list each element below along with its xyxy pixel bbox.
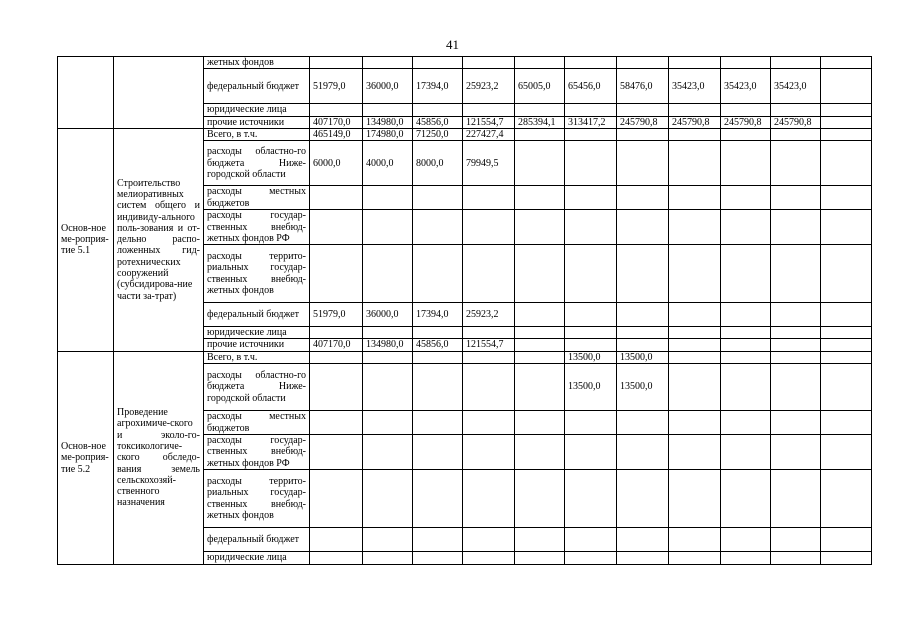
funding-source-cell: юридические лица (204, 104, 310, 116)
value-cell: 71250,0 (413, 128, 463, 140)
value-cell: 134980,0 (363, 339, 413, 351)
value-cell (821, 411, 872, 435)
value-cell (463, 351, 515, 363)
value-cell (721, 435, 771, 470)
value-cell (617, 186, 669, 210)
value-cell (515, 303, 565, 327)
value-cell (721, 364, 771, 411)
value-cell (363, 186, 413, 210)
value-cell (821, 104, 872, 116)
value-cell: 51979,0 (310, 303, 363, 327)
value-cell: 25923,2 (463, 69, 515, 104)
value-cell (669, 245, 721, 303)
value-cell (617, 57, 669, 69)
value-cell (363, 435, 413, 470)
funding-source-cell: юридические лица (204, 552, 310, 565)
value-cell (669, 339, 721, 351)
value-cell (771, 104, 821, 116)
table-row (58, 351, 872, 363)
value-cell (821, 339, 872, 351)
value-cell (413, 245, 463, 303)
value-cell: 45856,0 (413, 116, 463, 128)
value-cell (617, 552, 669, 565)
value-cell: 79949,5 (463, 141, 515, 186)
value-cell: 245790,8 (617, 116, 669, 128)
value-cell (413, 57, 463, 69)
value-cell: 36000,0 (363, 69, 413, 104)
value-cell: 58476,0 (617, 69, 669, 104)
value-cell: 45856,0 (413, 339, 463, 351)
value-cell (515, 528, 565, 552)
measure-description-cell: Проведение агрохимиче-ского и эколо-го-токсикологиче-ского обследо-вания земель сельскохозяй-ственного назначения (114, 351, 204, 564)
value-cell (515, 339, 565, 351)
value-cell (515, 141, 565, 186)
value-cell (821, 470, 872, 528)
value-cell: 407170,0 (310, 116, 363, 128)
value-cell (310, 470, 363, 528)
funding-source-cell: жетных фондов (204, 57, 310, 69)
value-cell (413, 528, 463, 552)
value-cell (310, 411, 363, 435)
value-cell (669, 364, 721, 411)
value-cell (721, 327, 771, 339)
measure-description-cell: Строительство мелиоративных систем общего и индивиду-ального поль-зования и от-дельно распо-ложенных гид-ротехнических сооружений (субсидирова-ние части за-трат) (114, 128, 204, 351)
value-cell (463, 186, 515, 210)
value-cell (413, 364, 463, 411)
value-cell (463, 411, 515, 435)
value-cell (669, 104, 721, 116)
value-cell (363, 327, 413, 339)
value-cell (669, 470, 721, 528)
funding-source-cell: Всего, в т.ч. (204, 351, 310, 363)
value-cell (363, 57, 413, 69)
funding-source-cell: федеральный бюджет (204, 528, 310, 552)
value-cell (617, 470, 669, 528)
value-cell (463, 435, 515, 470)
value-cell (821, 327, 872, 339)
value-cell (463, 57, 515, 69)
value-cell (463, 210, 515, 245)
value-cell (413, 351, 463, 363)
value-cell (413, 552, 463, 565)
value-cell (515, 411, 565, 435)
value-cell (721, 351, 771, 363)
value-cell (617, 210, 669, 245)
value-cell (565, 303, 617, 327)
value-cell: 17394,0 (413, 303, 463, 327)
value-cell: 227427,4 (463, 128, 515, 140)
value-cell (771, 435, 821, 470)
funding-source-cell: расходы государ-ственных внебюд-жетных фондов РФ (204, 435, 310, 470)
value-cell (669, 411, 721, 435)
value-cell (515, 245, 565, 303)
value-cell (310, 245, 363, 303)
value-cell (721, 210, 771, 245)
value-cell (363, 528, 413, 552)
measure-name-cell: Основ-ное ме-роприя-тие 5.1 (58, 128, 114, 351)
value-cell (821, 552, 872, 565)
value-cell (821, 245, 872, 303)
value-cell (771, 470, 821, 528)
measure-name-cell: Основ-ное ме-роприя-тие 5.2 (58, 351, 114, 564)
value-cell (669, 351, 721, 363)
value-cell (617, 104, 669, 116)
value-cell (669, 128, 721, 140)
value-cell (565, 104, 617, 116)
funding-source-cell: расходы местных бюджетов (204, 186, 310, 210)
value-cell: 13500,0 (617, 351, 669, 363)
value-cell: 13500,0 (565, 364, 617, 411)
value-cell: 245790,8 (771, 116, 821, 128)
value-cell (721, 303, 771, 327)
value-cell (821, 210, 872, 245)
value-cell (721, 104, 771, 116)
funding-source-cell: расходы террито-риальных государ-ственных внебюд-жетных фондов (204, 470, 310, 528)
value-cell (565, 552, 617, 565)
value-cell (669, 303, 721, 327)
value-cell: 65005,0 (515, 69, 565, 104)
value-cell (821, 57, 872, 69)
value-cell (771, 57, 821, 69)
continuation-measure-cell (58, 57, 114, 129)
value-cell (565, 339, 617, 351)
funding-source-cell: федеральный бюджет (204, 69, 310, 104)
value-cell (363, 104, 413, 116)
value-cell: 6000,0 (310, 141, 363, 186)
value-cell (363, 210, 413, 245)
value-cell: 134980,0 (363, 116, 413, 128)
value-cell: 174980,0 (363, 128, 413, 140)
value-cell (463, 470, 515, 528)
value-cell (821, 435, 872, 470)
value-cell (413, 210, 463, 245)
page-number: 41 (446, 37, 459, 52)
funding-source-cell: расходы местных бюджетов (204, 411, 310, 435)
value-cell (310, 327, 363, 339)
value-cell (515, 364, 565, 411)
value-cell (721, 528, 771, 552)
value-cell (617, 141, 669, 186)
budget-table (57, 56, 872, 565)
value-cell (669, 327, 721, 339)
value-cell (771, 364, 821, 411)
value-cell (771, 351, 821, 363)
value-cell (515, 128, 565, 140)
value-cell (413, 186, 463, 210)
value-cell: 25923,2 (463, 303, 515, 327)
value-cell (565, 528, 617, 552)
value-cell (721, 57, 771, 69)
table-row (58, 128, 872, 140)
value-cell: 65456,0 (565, 69, 617, 104)
value-cell: 13500,0 (617, 364, 669, 411)
value-cell (310, 104, 363, 116)
value-cell: 36000,0 (363, 303, 413, 327)
value-cell (363, 245, 413, 303)
value-cell (413, 470, 463, 528)
value-cell (669, 528, 721, 552)
value-cell (515, 57, 565, 69)
value-cell (821, 528, 872, 552)
value-cell (821, 364, 872, 411)
value-cell (515, 435, 565, 470)
value-cell (463, 552, 515, 565)
value-cell (463, 528, 515, 552)
value-cell: 13500,0 (565, 351, 617, 363)
value-cell (669, 210, 721, 245)
funding-source-cell: Всего, в т.ч. (204, 128, 310, 140)
value-cell (310, 351, 363, 363)
value-cell (463, 364, 515, 411)
value-cell (565, 186, 617, 210)
value-cell (310, 57, 363, 69)
value-cell (669, 186, 721, 210)
value-cell (310, 364, 363, 411)
value-cell: 245790,8 (669, 116, 721, 128)
value-cell (721, 186, 771, 210)
funding-source-cell: прочие источники (204, 116, 310, 128)
value-cell (617, 327, 669, 339)
value-cell (515, 327, 565, 339)
value-cell (669, 57, 721, 69)
funding-source-cell: юридические лица (204, 327, 310, 339)
value-cell (515, 104, 565, 116)
value-cell (463, 327, 515, 339)
value-cell (721, 128, 771, 140)
value-cell (771, 303, 821, 327)
funding-source-cell: прочие источники (204, 339, 310, 351)
funding-source-cell: расходы государ-ственных внебюд-жетных фондов РФ (204, 210, 310, 245)
value-cell: 4000,0 (363, 141, 413, 186)
value-cell (617, 303, 669, 327)
funding-source-cell: расходы областно-го бюджета Ниже-городской области (204, 141, 310, 186)
value-cell (771, 245, 821, 303)
value-cell (617, 528, 669, 552)
value-cell (413, 327, 463, 339)
value-cell: 17394,0 (413, 69, 463, 104)
value-cell (515, 552, 565, 565)
value-cell (565, 141, 617, 186)
value-cell (363, 411, 413, 435)
value-cell (669, 435, 721, 470)
funding-source-cell: расходы террито-риальных государ-ственных внебюд-жетных фондов (204, 245, 310, 303)
value-cell (463, 104, 515, 116)
value-cell (310, 528, 363, 552)
value-cell (310, 186, 363, 210)
value-cell: 51979,0 (310, 69, 363, 104)
value-cell (565, 128, 617, 140)
value-cell (721, 552, 771, 565)
value-cell (515, 470, 565, 528)
value-cell (771, 186, 821, 210)
value-cell (821, 186, 872, 210)
value-cell (771, 141, 821, 186)
value-cell (565, 210, 617, 245)
value-cell (565, 327, 617, 339)
continuation-description-cell (114, 57, 204, 129)
value-cell (310, 435, 363, 470)
value-cell (413, 104, 463, 116)
value-cell (565, 470, 617, 528)
value-cell (821, 116, 872, 128)
value-cell (771, 411, 821, 435)
value-cell (771, 528, 821, 552)
funding-source-cell: расходы областно-го бюджета Ниже-городской области (204, 364, 310, 411)
funding-source-cell: федеральный бюджет (204, 303, 310, 327)
value-cell (617, 435, 669, 470)
value-cell (413, 435, 463, 470)
value-cell: 8000,0 (413, 141, 463, 186)
value-cell (721, 339, 771, 351)
value-cell (310, 552, 363, 565)
value-cell (821, 69, 872, 104)
value-cell (821, 351, 872, 363)
value-cell (771, 210, 821, 245)
value-cell (669, 141, 721, 186)
value-cell (363, 351, 413, 363)
value-cell (565, 435, 617, 470)
value-cell (515, 351, 565, 363)
value-cell: 121554,7 (463, 116, 515, 128)
value-cell: 465149,0 (310, 128, 363, 140)
value-cell: 35423,0 (771, 69, 821, 104)
value-cell (565, 411, 617, 435)
value-cell: 121554,7 (463, 339, 515, 351)
value-cell (771, 339, 821, 351)
value-cell (565, 57, 617, 69)
value-cell (617, 128, 669, 140)
value-cell (565, 245, 617, 303)
value-cell: 285394,1 (515, 116, 565, 128)
value-cell: 35423,0 (721, 69, 771, 104)
value-cell (821, 303, 872, 327)
table-row (58, 57, 872, 69)
value-cell (515, 210, 565, 245)
value-cell: 35423,0 (669, 69, 721, 104)
value-cell (771, 552, 821, 565)
value-cell (363, 470, 413, 528)
value-cell (721, 411, 771, 435)
value-cell (771, 327, 821, 339)
value-cell (363, 552, 413, 565)
value-cell (721, 470, 771, 528)
value-cell (771, 128, 821, 140)
value-cell (363, 364, 413, 411)
value-cell (669, 552, 721, 565)
value-cell (515, 186, 565, 210)
value-cell: 245790,8 (721, 116, 771, 128)
value-cell (821, 141, 872, 186)
value-cell (617, 411, 669, 435)
value-cell (617, 339, 669, 351)
value-cell (310, 210, 363, 245)
value-cell (463, 245, 515, 303)
value-cell: 407170,0 (310, 339, 363, 351)
value-cell (413, 411, 463, 435)
value-cell (821, 128, 872, 140)
value-cell: 313417,2 (565, 116, 617, 128)
value-cell (721, 141, 771, 186)
value-cell (617, 245, 669, 303)
value-cell (721, 245, 771, 303)
